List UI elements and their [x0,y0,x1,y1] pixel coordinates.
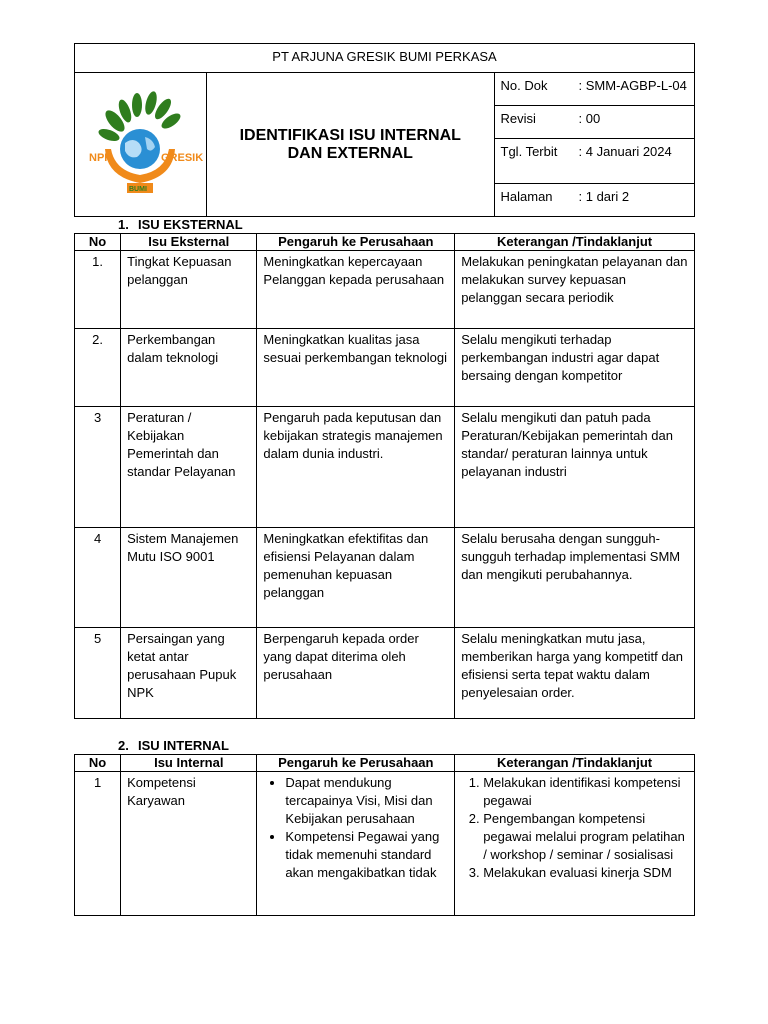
list-item: • Dapat mendukung tercapainya Visi, Misi dan Kebijakan perusahaan [285,774,448,828]
meta-tgl-terbit: Tgl. Terbit : 4 Januari 2024 [494,139,694,184]
svg-text:BUMI: BUMI [129,186,147,193]
table-row: 2. Perkembangan dalam teknologi Meningkatkan kualitas jasa sesuai perkembangan teknologi Selalu mengikuti terhadap perkembangan industri agar dapat bersaing dengan kompetitor [75,329,695,407]
list-item: 1. Melakukan identifikasi kompetensi pegawai [483,774,688,810]
section-title-internal: 2. ISU INTERNAL [118,738,229,753]
internal-issues-table [74,754,695,916]
list-item: • Kompetensi Pegawai yang tidak memenuhi standard akan mengakibatkan tidak [285,828,448,882]
meta-no-dok: No. Dok : SMM-AGBP-L-04 [494,73,694,106]
svg-text:GRESIK: GRESIK [161,152,204,164]
npk-gresik-logo-icon [75,79,206,205]
external-issues-table [74,233,695,719]
list-item: 2. Pengembangan kompetensi pegawai melalui program pelatihan / workshop / seminar / sosialisasi [483,810,688,864]
list-item: 3. Melakukan evaluasi kinerja SDM [483,864,688,882]
meta-halaman: Halaman : 1 dari 2 [494,184,694,217]
svg-text:NPK: NPK [89,152,113,164]
table-header-row: No Isu Eksternal Pengaruh ke Perusahaan Keterangan /Tindaklanjut [75,234,695,251]
table-row: 5 Persaingan yang ketat antar perusahaan Pupuk NPK Berpengaruh kepada order yang dapat diterima oleh perusahaan Selalu meningkatkan mutu jasa, memberikan harga yang kompetitf dan efisiensi serta tepat waktu dalam penyelesaian order. [75,628,695,719]
document-header [74,43,695,217]
table-header-row: No Isu Internal Pengaruh ke Perusahaan Keterangan /Tindaklanjut [75,755,695,772]
table-row: 4 Sistem Manajemen Mutu ISO 9001 Meningkatkan efektifitas dan efisiensi Pelayanan dalam pemenuhan kepuasan pelanggan Selalu berusaha dengan sungguh-sungguh terhadap implementasi SMM dan mengikuti perubahannya. [75,528,695,628]
table-row: 1 Kompetensi Karyawan • Dapat mendukung tercapainya Visi, Misi dan Kebijakan perusahaan • Kompetensi Pegawai yang tidak memenuhi standard akan mengakibatkan tidak 1. Melakukan identifikasi kompetensi pegawai 2. Pengembangan kompetensi pegawai melalui program pelatihan / workshop / seminar / sosialisasi 3. Melakukan evaluasi kinerja SDM [75,772,695,916]
table-row: 3 Peraturan / Kebijakan Pemerintah dan standar Pelayanan Pengaruh pada keputusan dan kebijakan strategis manajemen dalam dunia industri. Selalu mengikuti dan patuh pada Peraturan/Kebijakan pemerintah dan standar/ peraturan lainnya untuk pelayanan industri [75,407,695,528]
section-title-external: 1. ISU EKSTERNAL [118,217,243,232]
pengaruh-bullet-list [259,774,448,882]
meta-revisi: Revisi : 00 [494,106,694,139]
company-name: PT ARJUNA GRESIK BUMI PERKASA [75,44,695,73]
company-logo [75,73,207,217]
keterangan-numbered-list [457,774,688,882]
document-title: IDENTIFIKASI ISU INTERNAL DAN EXTERNAL [207,73,495,217]
table-row: 1. Tingkat Kepuasan pelanggan Meningkatkan kepercayaan Pelanggan kepada perusahaan Melakukan peningkatan pelayanan dan melakukan survey kepuasan pelanggan secara periodik [75,251,695,329]
